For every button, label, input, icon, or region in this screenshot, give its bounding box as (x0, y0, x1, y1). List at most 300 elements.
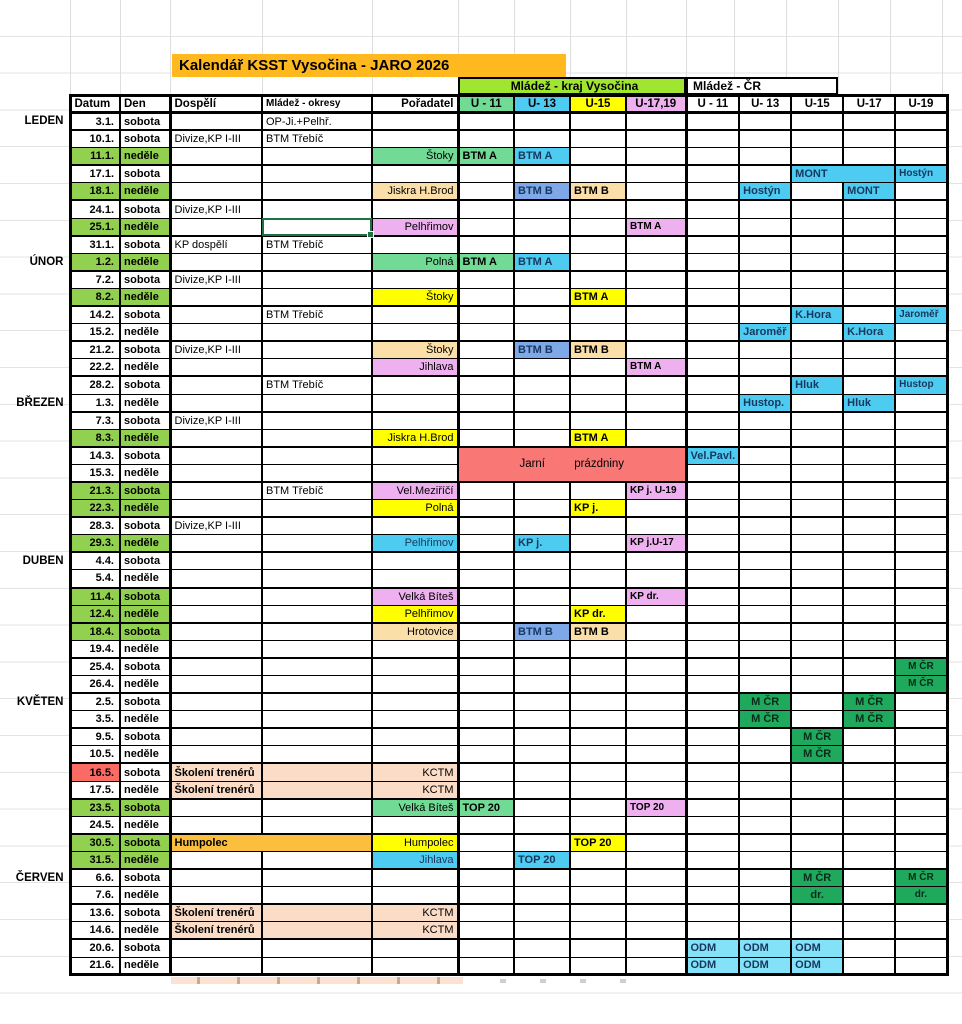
cell-kraj-u11[interactable] (458, 130, 514, 148)
cell-cr-u15[interactable] (791, 200, 843, 218)
col-header-u13[interactable]: U- 13 (514, 96, 570, 113)
cell-cr-u15[interactable] (791, 711, 843, 729)
cell-cr-u11[interactable] (686, 218, 739, 236)
cell-datum[interactable]: 25.1. (70, 218, 120, 236)
cell-cr-u13[interactable] (739, 763, 791, 781)
cell-okresy[interactable] (262, 904, 372, 922)
cell-dospeli[interactable] (170, 957, 262, 975)
cell-cr-u19[interactable] (895, 834, 947, 852)
cell-cr-u13[interactable] (739, 869, 791, 887)
cell-kraj-u17-19[interactable] (626, 324, 686, 342)
cell-kraj-u13[interactable] (514, 816, 570, 834)
cell-datum[interactable]: 6.6. (70, 869, 120, 887)
cell-kraj-u11[interactable] (458, 359, 514, 377)
cell-poradatel[interactable]: Štoky (372, 288, 458, 306)
cell-dospeli[interactable] (170, 429, 262, 447)
cell-cr-u15[interactable] (791, 113, 843, 131)
cell-cr-u13[interactable] (739, 429, 791, 447)
cell-den[interactable]: neděle (120, 676, 170, 694)
cell-cr-u13[interactable] (739, 165, 791, 183)
cell-cr-u11[interactable] (686, 482, 739, 500)
cell-dospeli[interactable]: KP dospělí (170, 236, 262, 254)
cell-cr-u19[interactable] (895, 429, 947, 447)
cell-kraj-u17-19[interactable] (626, 394, 686, 412)
month-label-únor[interactable]: ÚNOR (29, 256, 64, 269)
cell-cr-u19[interactable] (895, 500, 947, 518)
cell-kraj-u13[interactable] (514, 482, 570, 500)
cell-datum[interactable]: 19.4. (70, 640, 120, 658)
cell-okresy[interactable] (262, 939, 372, 957)
cell-kraj-u11[interactable] (458, 236, 514, 254)
cell-dospeli[interactable] (170, 939, 262, 957)
cell-cr-u19[interactable] (895, 482, 947, 500)
cell-poradatel[interactable] (372, 711, 458, 729)
cell-den[interactable]: sobota (120, 904, 170, 922)
cell-cr-u11[interactable] (686, 763, 739, 781)
cell-okresy[interactable] (262, 869, 372, 887)
cell-cr-u11[interactable] (686, 200, 739, 218)
cell-okresy[interactable]: BTM Třebíč (262, 306, 372, 324)
cell-kraj-u11[interactable] (458, 781, 514, 799)
cell-kraj-u13[interactable] (514, 165, 570, 183)
cell-poradatel[interactable] (372, 306, 458, 324)
cell-cr-u13[interactable] (739, 341, 791, 359)
cell-dospeli[interactable]: Školení trenérů (170, 781, 262, 799)
cell-kraj-u13[interactable] (514, 676, 570, 694)
cell-poradatel[interactable] (372, 324, 458, 342)
cell-okresy[interactable] (262, 500, 372, 518)
cell-kraj-u17-19[interactable] (626, 763, 686, 781)
cell-kraj-u11[interactable] (458, 482, 514, 500)
cell-datum[interactable]: 18.1. (70, 183, 120, 201)
cell-cr-u15[interactable]: dr. (791, 887, 843, 905)
cell-kraj-u17-19[interactable] (626, 623, 686, 641)
cell-cr-u11[interactable] (686, 676, 739, 694)
cell-kraj-u13[interactable] (514, 711, 570, 729)
cell-poradatel[interactable] (372, 200, 458, 218)
cell-cr-u15[interactable]: Hluk (791, 376, 843, 394)
cell-okresy[interactable] (262, 447, 372, 465)
cell-datum[interactable]: 14.3. (70, 447, 120, 465)
cell-cr-u19[interactable] (895, 130, 947, 148)
cell-dospeli[interactable]: Divize,KP I-III (170, 412, 262, 430)
cell-cr-u13[interactable] (739, 570, 791, 588)
cell-den[interactable]: sobota (120, 306, 170, 324)
cell-cr-u19[interactable] (895, 148, 947, 166)
cell-cr-u13[interactable] (739, 728, 791, 746)
cell-cr-u15[interactable] (791, 816, 843, 834)
cell-den[interactable]: sobota (120, 412, 170, 430)
cell-dospeli[interactable] (170, 113, 262, 131)
cell-datum[interactable]: 22.3. (70, 500, 120, 518)
cell-cr-u13[interactable] (739, 887, 791, 905)
cell-datum[interactable]: 21.2. (70, 341, 120, 359)
cell-kraj-u15[interactable] (570, 482, 626, 500)
cell-kraj-u17-19[interactable]: KP j. U-19 (626, 482, 686, 500)
cell-cr-u17[interactable] (843, 728, 895, 746)
cell-kraj-u13[interactable] (514, 306, 570, 324)
cell-dospeli[interactable] (170, 869, 262, 887)
cell-dospeli[interactable] (170, 693, 262, 711)
cell-cr-u13[interactable] (739, 816, 791, 834)
cell-cr-u15[interactable] (791, 851, 843, 869)
cell-cr-u17[interactable] (843, 113, 895, 131)
cell-kraj-u17-19[interactable] (626, 570, 686, 588)
cell-cr-u17[interactable] (843, 271, 895, 289)
cell-kraj-u17-19[interactable] (626, 869, 686, 887)
cell-datum[interactable]: 8.2. (70, 288, 120, 306)
cell-cr-u15[interactable] (791, 183, 843, 201)
cell-dospeli[interactable]: Humpolec (170, 834, 372, 852)
cell-okresy[interactable] (262, 148, 372, 166)
cell-den[interactable]: sobota (120, 869, 170, 887)
cell-dospeli[interactable] (170, 165, 262, 183)
cell-okresy[interactable] (262, 746, 372, 764)
cell-kraj-u13[interactable] (514, 130, 570, 148)
cell-den[interactable]: sobota (120, 165, 170, 183)
cell-cr-u17[interactable] (843, 887, 895, 905)
cell-cr-u13[interactable] (739, 781, 791, 799)
cell-cr-u11[interactable] (686, 869, 739, 887)
cell-den[interactable]: sobota (120, 799, 170, 817)
cell-cr-u19[interactable] (895, 605, 947, 623)
cell-cr-u13[interactable] (739, 271, 791, 289)
cell-cr-u13[interactable]: Jaroměř (739, 324, 791, 342)
cell-poradatel[interactable] (372, 236, 458, 254)
cell-kraj-u11[interactable] (458, 429, 514, 447)
cell-den[interactable]: sobota (120, 341, 170, 359)
cell-cr-u11[interactable] (686, 746, 739, 764)
cell-cr-u17[interactable] (843, 552, 895, 570)
cell-kraj-u11[interactable] (458, 113, 514, 131)
cell-cr-u15[interactable]: ODM (791, 957, 843, 975)
cell-den[interactable]: sobota (120, 113, 170, 131)
cell-dospeli[interactable]: Divize,KP I-III (170, 271, 262, 289)
cell-poradatel[interactable]: Hrotovice (372, 623, 458, 641)
cell-datum[interactable]: 28.2. (70, 376, 120, 394)
cell-kraj-u13[interactable] (514, 746, 570, 764)
cell-dospeli[interactable] (170, 816, 262, 834)
cell-dospeli[interactable] (170, 447, 262, 465)
cell-cr-u11[interactable] (686, 412, 739, 430)
fill-handle[interactable] (367, 231, 374, 238)
cell-kraj-u17-19[interactable] (626, 728, 686, 746)
cell-cr-u11[interactable] (686, 605, 739, 623)
cell-cr-u13[interactable] (739, 605, 791, 623)
cell-kraj-u13[interactable] (514, 500, 570, 518)
cell-kraj-u15[interactable] (570, 763, 626, 781)
cell-okresy[interactable] (262, 429, 372, 447)
cell-kraj-u15[interactable]: BTM B (570, 623, 626, 641)
cell-datum[interactable]: 12.4. (70, 605, 120, 623)
cell-kraj-u11[interactable] (458, 394, 514, 412)
cell-cr-u15[interactable]: ODM (791, 939, 843, 957)
cell-cr-u15[interactable] (791, 676, 843, 694)
cell-kraj-u15[interactable] (570, 869, 626, 887)
cell-datum[interactable]: 10.1. (70, 130, 120, 148)
cell-kraj-u11[interactable] (458, 623, 514, 641)
cell-kraj-u13[interactable]: BTM A (514, 253, 570, 271)
cell-dospeli[interactable] (170, 376, 262, 394)
cell-cr-u11[interactable] (686, 851, 739, 869)
month-label-červen[interactable]: ČERVEN (15, 871, 64, 884)
cell-kraj-u13[interactable] (514, 640, 570, 658)
cell-kraj-u15[interactable] (570, 165, 626, 183)
cell-okresy[interactable] (262, 271, 372, 289)
cell-datum[interactable]: 11.1. (70, 148, 120, 166)
cell-dospeli[interactable] (170, 799, 262, 817)
cell-kraj-u17-19[interactable]: KP dr. (626, 588, 686, 606)
cell-cr-u15[interactable] (791, 640, 843, 658)
cell-cr-u13[interactable]: Hostýn (739, 183, 791, 201)
cell-kraj-u11[interactable] (458, 728, 514, 746)
cell-dospeli[interactable] (170, 605, 262, 623)
cell-cr-u15[interactable]: K.Hora (791, 306, 843, 324)
cell-kraj-u17-19[interactable] (626, 113, 686, 131)
cell-den[interactable]: sobota (120, 482, 170, 500)
cell-cr-u11[interactable]: ODM (686, 939, 739, 957)
cell-dospeli[interactable]: Divize,KP I-III (170, 130, 262, 148)
cell-dospeli[interactable]: Divize,KP I-III (170, 517, 262, 535)
cell-dospeli[interactable] (170, 851, 262, 869)
cell-cr-u13[interactable]: M ČR (739, 693, 791, 711)
cell-datum[interactable]: 14.2. (70, 306, 120, 324)
cell-cr-u15[interactable] (791, 781, 843, 799)
cell-cr-u19[interactable]: Hustop (895, 376, 947, 394)
cell-cr-u15[interactable] (791, 271, 843, 289)
cell-poradatel[interactable] (372, 658, 458, 676)
cell-cr-u17[interactable] (843, 412, 895, 430)
cell-cr-u13[interactable]: ODM (739, 957, 791, 975)
cell-poradatel[interactable]: Vel.Meziříčí (372, 482, 458, 500)
cell-kraj-u13[interactable]: BTM B (514, 623, 570, 641)
cell-datum[interactable]: 31.5. (70, 851, 120, 869)
cell-poradatel[interactable] (372, 676, 458, 694)
cell-kraj-u13[interactable] (514, 376, 570, 394)
cell-den[interactable]: neděle (120, 816, 170, 834)
cell-kraj-u11[interactable] (458, 218, 514, 236)
cell-okresy[interactable] (262, 324, 372, 342)
cell-kraj-u11[interactable] (458, 341, 514, 359)
cell-cr-u17[interactable] (843, 482, 895, 500)
cell-kraj-u11[interactable] (458, 904, 514, 922)
cell-kraj-u15[interactable] (570, 570, 626, 588)
cell-okresy[interactable] (262, 341, 372, 359)
cell-kraj-u13[interactable] (514, 869, 570, 887)
cell-kraj-u11[interactable] (458, 676, 514, 694)
cell-cr-u13[interactable] (739, 236, 791, 254)
cell-cr-u17[interactable] (843, 148, 895, 166)
cell-poradatel[interactable]: KCTM (372, 781, 458, 799)
cell-cr-u11[interactable] (686, 464, 739, 482)
cell-okresy[interactable] (262, 693, 372, 711)
cell-den[interactable]: sobota (120, 939, 170, 957)
cell-cr-u19[interactable]: M ČR (895, 869, 947, 887)
cell-kraj-u13[interactable] (514, 570, 570, 588)
cell-kraj-u13[interactable]: BTM B (514, 183, 570, 201)
cell-kraj-u15[interactable] (570, 218, 626, 236)
cell-cr-u15[interactable] (791, 693, 843, 711)
cell-cr-u19[interactable] (895, 394, 947, 412)
cell-cr-u11[interactable] (686, 359, 739, 377)
cell-cr-u15[interactable] (791, 324, 843, 342)
cell-kraj-u17-19[interactable] (626, 306, 686, 324)
cell-kraj-u15[interactable]: BTM B (570, 341, 626, 359)
cell-kraj-u11[interactable] (458, 640, 514, 658)
cell-datum[interactable]: 28.3. (70, 517, 120, 535)
cell-kraj-u15[interactable] (570, 676, 626, 694)
cell-cr-u17[interactable] (843, 816, 895, 834)
cell-kraj-u13[interactable] (514, 218, 570, 236)
cell-cr-u17[interactable] (843, 640, 895, 658)
cell-kraj-u15[interactable] (570, 640, 626, 658)
cell-okresy[interactable]: BTM Třebíč (262, 236, 372, 254)
cell-kraj-u17-19[interactable] (626, 640, 686, 658)
cell-kraj-u15[interactable] (570, 851, 626, 869)
cell-cr-u15[interactable] (791, 922, 843, 940)
cell-cr-u17[interactable] (843, 200, 895, 218)
cell-dospeli[interactable] (170, 676, 262, 694)
cell-kraj-u11[interactable] (458, 834, 514, 852)
cell-datum[interactable]: 3.1. (70, 113, 120, 131)
cell-datum[interactable]: 1.2. (70, 253, 120, 271)
cell-cr-u17[interactable] (843, 570, 895, 588)
cell-datum[interactable]: 16.5. (70, 763, 120, 781)
cell-poradatel[interactable] (372, 816, 458, 834)
cell-poradatel[interactable] (372, 394, 458, 412)
cell-kraj-u15[interactable] (570, 394, 626, 412)
cell-cr-u19[interactable]: M ČR (895, 676, 947, 694)
cell-okresy[interactable] (262, 922, 372, 940)
cell-kraj-u13[interactable] (514, 904, 570, 922)
cell-den[interactable]: neděle (120, 887, 170, 905)
cell-cr-u13[interactable] (739, 658, 791, 676)
cell-kraj-u17-19[interactable] (626, 676, 686, 694)
cell-dospeli[interactable] (170, 887, 262, 905)
cell-cr-u15[interactable] (791, 799, 843, 817)
cell-cr-u19[interactable] (895, 851, 947, 869)
cell-cr-u17[interactable]: M ČR (843, 693, 895, 711)
cell-datum[interactable]: 7.6. (70, 887, 120, 905)
cell-kraj-u13[interactable] (514, 922, 570, 940)
cell-den[interactable]: neděle (120, 429, 170, 447)
group-header-kraj-vysocina[interactable]: Mládež - kraj Vysočina (458, 77, 686, 95)
cell-cr-u19[interactable] (895, 957, 947, 975)
cell-kraj-u13[interactable] (514, 412, 570, 430)
cell-cr-u15[interactable] (791, 130, 843, 148)
cell-cr-u13[interactable] (739, 306, 791, 324)
cell-dospeli[interactable] (170, 746, 262, 764)
cell-cr-u13[interactable] (739, 535, 791, 553)
cell-kraj-u17-19[interactable] (626, 552, 686, 570)
cell-cr-u13[interactable] (739, 904, 791, 922)
cell-cr-u11[interactable] (686, 517, 739, 535)
cell-cr-u19[interactable]: Jaroměř (895, 306, 947, 324)
col-header-poadatel[interactable]: Pořadatel (372, 96, 458, 113)
cell-cr-u17[interactable] (843, 904, 895, 922)
cell-den[interactable]: sobota (120, 588, 170, 606)
cell-cr-u15[interactable]: M ČR (791, 728, 843, 746)
cell-kraj-u11[interactable]: TOP 20 (458, 799, 514, 817)
cell-den[interactable]: sobota (120, 376, 170, 394)
cell-kraj-u17-19[interactable]: TOP 20 (626, 799, 686, 817)
cell-kraj-u17-19[interactable] (626, 236, 686, 254)
cell-kraj-u13[interactable] (514, 763, 570, 781)
cell-cr-u11[interactable] (686, 500, 739, 518)
col-header-den[interactable]: Den (120, 96, 170, 113)
cell-poradatel[interactable]: Velká Bíteš (372, 588, 458, 606)
cell-kraj-u13[interactable] (514, 799, 570, 817)
cell-kraj-u11[interactable] (458, 165, 514, 183)
cell-kraj-u13[interactable]: BTM B (514, 341, 570, 359)
cell-kraj-u15[interactable] (570, 148, 626, 166)
cell-cr-u15[interactable] (791, 394, 843, 412)
cell-cr-u13[interactable] (739, 218, 791, 236)
cell-dospeli[interactable] (170, 253, 262, 271)
cell-kraj-u17-19[interactable] (626, 271, 686, 289)
cell-dospeli[interactable]: Divize,KP I-III (170, 341, 262, 359)
cell-kraj-u11[interactable]: BTM A (458, 148, 514, 166)
cell-kraj-u15[interactable] (570, 922, 626, 940)
cell-cr-u17[interactable] (843, 447, 895, 465)
cell-kraj-u15[interactable] (570, 236, 626, 254)
cell-cr-u15[interactable] (791, 341, 843, 359)
cell-poradatel[interactable]: Pelhřimov (372, 605, 458, 623)
cell-kraj-u17-19[interactable] (626, 658, 686, 676)
cell-kraj-u15[interactable] (570, 904, 626, 922)
cell-cr-u15[interactable] (791, 834, 843, 852)
cell-datum[interactable]: 10.5. (70, 746, 120, 764)
cell-dospeli[interactable] (170, 324, 262, 342)
cell-kraj-u11[interactable] (458, 746, 514, 764)
cell-cr-u13[interactable] (739, 464, 791, 482)
cell-cr-u15[interactable] (791, 148, 843, 166)
cell-kraj-u15[interactable] (570, 781, 626, 799)
cell-poradatel[interactable]: Velká Bíteš (372, 799, 458, 817)
cell-cr-u15[interactable] (791, 253, 843, 271)
cell-cr-u17[interactable] (843, 429, 895, 447)
cell-cr-u19[interactable]: M ČR (895, 658, 947, 676)
cell-kraj-u11[interactable] (458, 605, 514, 623)
cell-kraj-u11[interactable] (458, 288, 514, 306)
cell-cr-u15[interactable] (791, 763, 843, 781)
cell-cr-u19[interactable] (895, 218, 947, 236)
cell-kraj-u11[interactable] (458, 763, 514, 781)
cell-cr-u11[interactable] (686, 728, 739, 746)
cell-cr-u19[interactable] (895, 728, 947, 746)
cell-cr-u11[interactable] (686, 165, 739, 183)
cell-dospeli[interactable] (170, 570, 262, 588)
cell-cr-u13[interactable] (739, 517, 791, 535)
cell-cr-u11[interactable] (686, 623, 739, 641)
cell-okresy[interactable] (262, 570, 372, 588)
cell-cr-u17[interactable] (843, 517, 895, 535)
cell-okresy[interactable] (262, 588, 372, 606)
cell-kraj-u11[interactable] (458, 271, 514, 289)
cell-kraj-u11[interactable] (458, 851, 514, 869)
cell-cr-u11[interactable] (686, 271, 739, 289)
cell-cr-u17[interactable] (843, 746, 895, 764)
cell-datum[interactable]: 18.4. (70, 623, 120, 641)
cell-den[interactable]: neděle (120, 288, 170, 306)
cell-kraj-u11[interactable] (458, 200, 514, 218)
cell-kraj-u15[interactable] (570, 376, 626, 394)
cell-cr-u11[interactable] (686, 341, 739, 359)
cell-den[interactable]: sobota (120, 271, 170, 289)
cell-kraj-u17-19[interactable] (626, 500, 686, 518)
cell-datum[interactable]: 15.3. (70, 464, 120, 482)
cell-cr-u15[interactable] (791, 447, 843, 465)
